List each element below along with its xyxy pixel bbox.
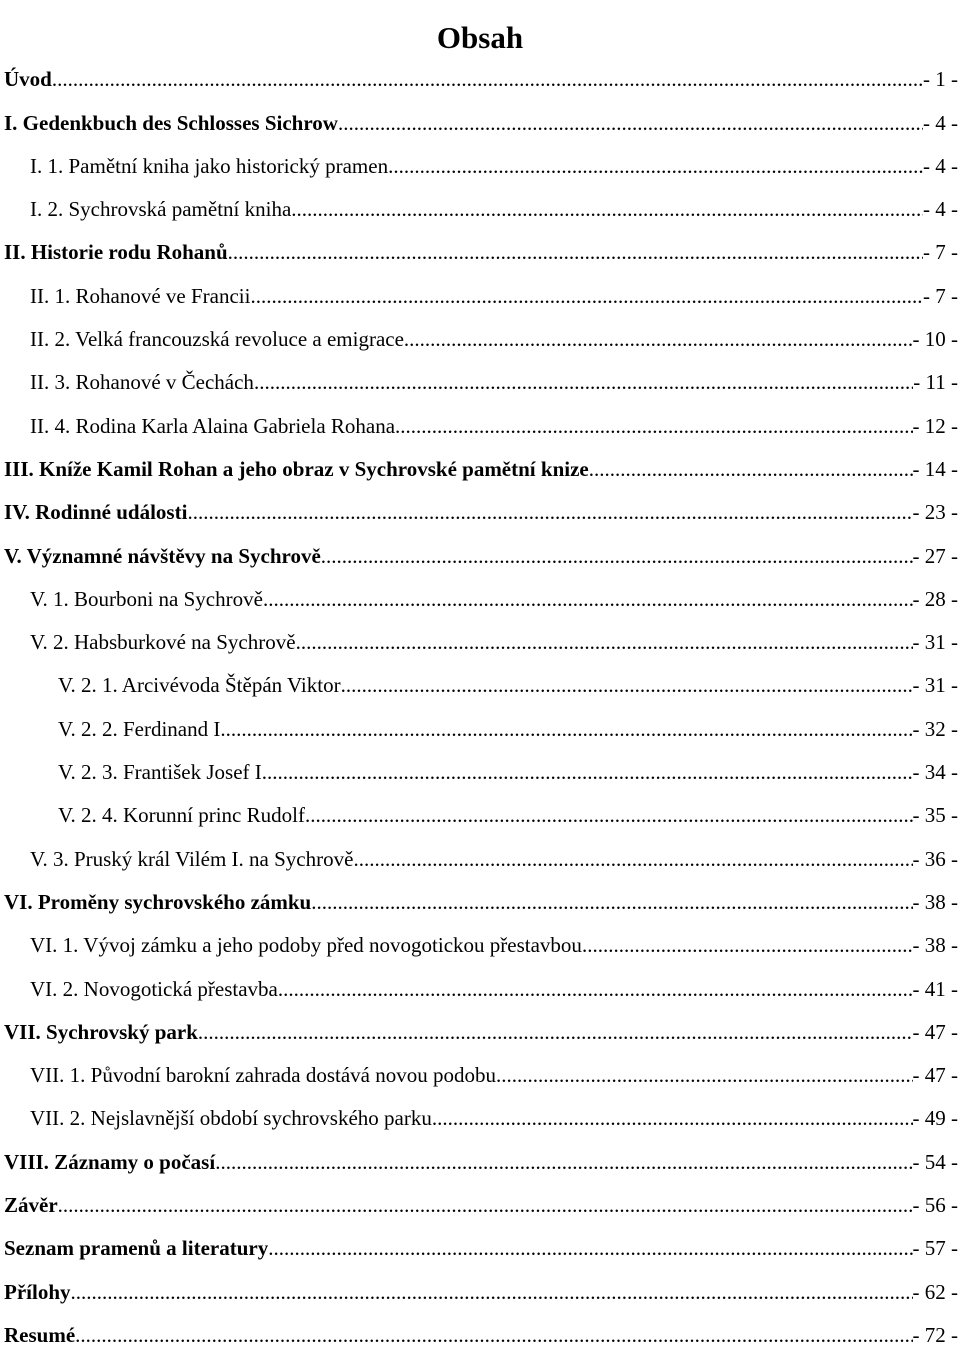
toc-entry-page-number: - 7 - [923, 240, 958, 265]
toc-entry[interactable] [4, 1001, 958, 1044]
toc-entry-page-number: - 31 - [912, 673, 958, 698]
toc-dot-leader [268, 1237, 912, 1260]
toc-entry-page-number: - 38 - [912, 933, 958, 958]
toc-entry[interactable] [4, 394, 958, 437]
toc-entry-label: V. 2. Habsburkové na Sychrově [30, 630, 296, 655]
toc-entry-label: III. Kníže Kamil Rohan a jeho obraz v Sychrovské pamětní knize [4, 456, 589, 481]
toc-entry-label: V. Významné návštěvy na Sychrově [4, 543, 321, 568]
toc-entry-label: IV. Rodinné události [4, 500, 188, 525]
toc-entry-page-number: - 62 - [912, 1279, 958, 1304]
toc-entry-label: Seznam pramenů a literatury [4, 1236, 269, 1261]
toc-dot-leader [582, 934, 913, 957]
toc-entry[interactable] [4, 1304, 958, 1347]
toc-entry-label: I. 1. Pamětní kniha jako historický pramen [30, 153, 389, 178]
toc-entry-page-number: - 23 - [912, 500, 958, 525]
toc-entry-page-number: - 7 - [923, 283, 958, 308]
toc-entry-page-number: - 36 - [912, 846, 958, 871]
toc-entry-page-number: - 27 - [912, 543, 958, 568]
toc-dot-leader [228, 241, 923, 264]
toc-entry-page-number: - 47 - [912, 1063, 958, 1088]
toc-dot-leader [338, 112, 923, 135]
toc-entry-label: II. 2. Velká francouzská revoluce a emigrace [30, 327, 404, 352]
toc-dot-leader [353, 848, 912, 871]
toc-dot-leader [291, 198, 923, 221]
toc-entry-page-number: - 11 - [913, 370, 958, 395]
toc-entry-label: VII. 2. Nejslavnější období sychrovského parku [30, 1106, 432, 1131]
toc-entry[interactable] [4, 568, 958, 611]
toc-entry[interactable] [4, 914, 958, 957]
toc-dot-leader [388, 155, 923, 178]
toc-entry-label: V. 1. Bourboni na Sychrově [30, 586, 263, 611]
toc-entry-page-number: - 35 - [912, 803, 958, 828]
table-of-contents [4, 48, 958, 1347]
toc-entry[interactable] [4, 481, 958, 524]
toc-entry-page-number: - 32 - [912, 716, 958, 741]
toc-dot-leader [267, 761, 912, 784]
toc-entry-label: V. 2. 1. Arcivévoda Štěpán Viktor [58, 673, 341, 698]
toc-dot-leader [198, 1021, 913, 1044]
toc-dot-leader [75, 1324, 912, 1347]
toc-entry[interactable] [4, 351, 958, 394]
toc-entry-page-number: - 1 - [923, 67, 958, 92]
toc-entry-page-number: - 57 - [912, 1236, 958, 1261]
toc-dot-leader [311, 891, 912, 914]
toc-dot-leader [341, 674, 913, 697]
toc-entry[interactable] [4, 221, 958, 264]
toc-entry[interactable] [4, 697, 958, 740]
toc-entry-label: Úvod [4, 67, 52, 92]
toc-entry-page-number: - 31 - [912, 630, 958, 655]
toc-entry[interactable] [4, 611, 958, 654]
toc-entry-page-number: - 34 - [912, 760, 958, 785]
toc-entry[interactable] [4, 135, 958, 178]
toc-entry[interactable] [4, 871, 958, 914]
toc-entry-label: V. 2. 3. František Josef I. [58, 760, 268, 785]
toc-entry[interactable] [4, 524, 958, 567]
toc-dot-leader [254, 371, 913, 394]
toc-entry-page-number: - 14 - [912, 456, 958, 481]
toc-dot-leader [278, 978, 913, 1001]
toc-entry[interactable] [4, 48, 958, 91]
toc-dot-leader [395, 415, 912, 438]
toc-entry-page-number: - 38 - [912, 889, 958, 914]
toc-entry[interactable] [4, 957, 958, 1000]
toc-dot-leader [296, 631, 913, 654]
toc-entry[interactable] [4, 1087, 958, 1130]
toc-dot-leader [432, 1107, 913, 1130]
toc-entry-label: I. 2. Sychrovská pamětní kniha [30, 197, 292, 222]
toc-entry-page-number: - 47 - [912, 1019, 958, 1044]
toc-entry[interactable] [4, 1130, 958, 1173]
toc-dot-leader [404, 328, 913, 351]
toc-entry-page-number: - 4 - [923, 110, 958, 135]
toc-entry[interactable] [4, 741, 958, 784]
toc-dot-leader [226, 718, 913, 741]
page-title: Obsah [436, 19, 524, 55]
toc-entry[interactable] [4, 91, 958, 134]
toc-dot-leader [187, 501, 912, 524]
toc-entry[interactable] [4, 1260, 958, 1303]
toc-dot-leader [58, 1194, 913, 1217]
toc-dot-leader [71, 1281, 913, 1304]
toc-entry-label: Přílohy [4, 1279, 71, 1304]
toc-entry-label: II. 1. Rohanové ve Francii [30, 283, 251, 308]
toc-entry-page-number: - 10 - [912, 327, 958, 352]
toc-entry-label: II. 3. Rohanové v Čechách [30, 370, 254, 395]
toc-entry-page-number: - 54 - [912, 1149, 958, 1174]
toc-entry[interactable] [4, 264, 958, 307]
toc-entry[interactable] [4, 438, 958, 481]
toc-entry-page-number: - 4 - [923, 197, 958, 222]
toc-entry-label: VII. Sychrovský park [4, 1019, 198, 1044]
toc-entry[interactable] [4, 1174, 958, 1217]
toc-dot-leader [250, 285, 923, 308]
toc-entry-label: VIII. Záznamy o počasí [4, 1149, 216, 1174]
toc-entry[interactable] [4, 654, 958, 697]
toc-entry-page-number: - 41 - [912, 976, 958, 1001]
toc-entry-page-number: - 72 - [912, 1322, 958, 1347]
toc-entry-label: V. 3. Pruský král Vilém I. na Sychrově [30, 846, 354, 871]
toc-entry-label: Resumé [4, 1322, 76, 1347]
toc-entry[interactable] [4, 178, 958, 221]
toc-entry-label: VI. Proměny sychrovského zámku [4, 889, 312, 914]
toc-dot-leader [496, 1064, 913, 1087]
toc-entry-label: II. 4. Rodina Karla Alaina Gabriela Rohana [30, 413, 396, 438]
toc-entry-label: II. Historie rodu Rohanů [4, 240, 228, 265]
toc-dot-leader [321, 545, 913, 568]
toc-dot-leader [215, 1151, 912, 1174]
toc-entry[interactable] [4, 308, 958, 351]
toc-entry-page-number: - 28 - [912, 586, 958, 611]
toc-dot-leader [263, 588, 913, 611]
toc-entry-label: VI. 2. Novogotická přestavba [30, 976, 278, 1001]
toc-entry-label: V. 2. 4. Korunní princ Rudolf [58, 803, 305, 828]
toc-entry-label: V. 2. 2. Ferdinand I. [58, 716, 226, 741]
toc-entry-page-number: - 56 - [912, 1193, 958, 1218]
toc-dot-leader [589, 458, 913, 481]
toc-entry-label: Závěr [4, 1193, 58, 1218]
toc-entry-page-number: - 49 - [912, 1106, 958, 1131]
toc-entry-page-number: - 4 - [923, 153, 958, 178]
toc-entry[interactable] [4, 827, 958, 870]
toc-dot-leader [305, 804, 913, 827]
toc-entry-label: VI. 1. Vývoj zámku a jeho podoby před novogotickou přestavbou [30, 933, 582, 958]
toc-entry-label: I. Gedenkbuch des Schlosses Sichrow [4, 110, 338, 135]
toc-entry[interactable] [4, 1217, 958, 1260]
toc-entry-label: VII. 1. Původní barokní zahrada dostává novou podobu [30, 1063, 496, 1088]
toc-entry[interactable] [4, 1044, 958, 1087]
toc-entry-page-number: - 12 - [912, 413, 958, 438]
toc-entry[interactable] [4, 784, 958, 827]
toc-dot-leader [52, 68, 923, 91]
